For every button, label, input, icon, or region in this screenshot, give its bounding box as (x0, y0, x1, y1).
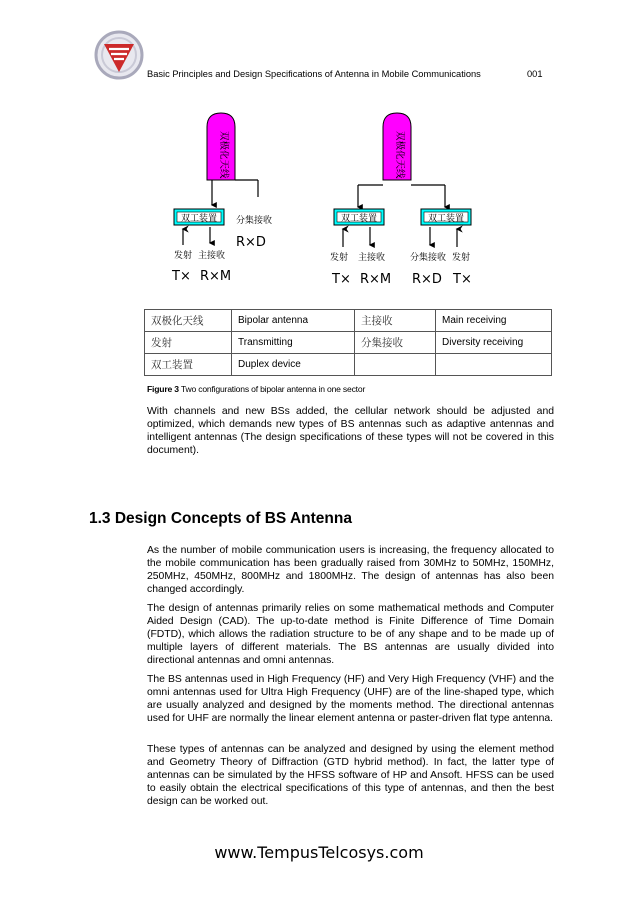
right-diversity-zh: 分集接收 (410, 253, 447, 263)
body-paragraph: The BS antennas used in High Frequency (HF) and Very High Frequency (VHF) and the omni antennas used for Ultra High Frequency (UHF) are of the line-shaped type, which are usually analyzed and designed by the moments method. The directional antennas used for UHF are normally the linear element antenna or paster-driven flat type antenna. (147, 674, 554, 724)
page-number: 001 (527, 69, 543, 79)
left-rxd-label: R×D (236, 235, 266, 250)
right-tx-zh: 发射 (330, 253, 349, 263)
left-duplex-label: 双工装置 (180, 214, 218, 224)
table-cell (355, 354, 436, 376)
left-tx-label: T× (172, 269, 191, 284)
section-heading: 1.3 Design Concepts of BS Antenna (89, 510, 352, 527)
table-cell: Main receiving (436, 310, 552, 332)
right-rxd-label: R×D (412, 272, 442, 287)
right-rx-zh: 主接收 (358, 253, 386, 263)
figure-caption (147, 384, 365, 394)
table-cell: Transmitting (232, 332, 355, 354)
right-antenna-label: 双极化天线 (394, 131, 405, 179)
right-rxm-label: R×M (360, 272, 392, 287)
right-tx2-zh: 发射 (452, 253, 471, 263)
left-tx-zh: 发射 (174, 251, 193, 261)
header-title: Basic Principles and Design Specifications of Antenna in Mobile Communications (147, 69, 481, 79)
right-tx-label: T× (332, 272, 351, 287)
left-diversity-label: 分集接收 (236, 216, 273, 226)
body-paragraph: The design of antennas primarily relies on some mathematical methods and Computer Aided Design (CAD). The up-to-date method is Finite Difference of Time Domain (FDTD), which allows the radiation structure to be of any shape and to be made up of multiple layers of different materials. The BS antennas are usually divided into directional antennas and omni antennas. (147, 603, 554, 666)
antenna-configuration-diagram (160, 105, 500, 295)
left-rx-zh: 主接收 (198, 251, 226, 261)
left-rxm-label: R×M (200, 269, 232, 284)
table-row (145, 354, 552, 376)
table-cell: Bipolar antenna (232, 310, 355, 332)
table-cell: 主接收 (355, 310, 436, 332)
body-paragraph: As the number of mobile communication users is increasing, the frequency allocated to the mobile communication has been gradually raised from 30MHz to 50MHz, 150MHz, 250MHz, 450MHz, 800MHz and 1800MHz. The design of antennas has also been changed accordingly. (147, 545, 554, 595)
right-duplex-label-a: 双工装置 (340, 214, 378, 224)
figure-number: Figure 3 (147, 384, 179, 394)
table-cell: Duplex device (232, 354, 355, 376)
company-logo (94, 30, 144, 80)
right-duplex-label-b: 双工装置 (427, 214, 465, 224)
table-row (145, 332, 552, 354)
table-cell (436, 354, 552, 376)
table-cell: 分集接收 (355, 332, 436, 354)
footer-url[interactable]: www.TempusTelcosys.com (214, 843, 424, 862)
figure-caption-text: Two configurations of bipolar antenna in one sector (180, 384, 366, 394)
table-row (145, 310, 552, 332)
body-paragraph: These types of antennas can be analyzed and designed by using the element method and Geometry Theory of Diffraction (GTD hybrid method). In fact, the latter type of antennas can be simulated by the HFSS software of HP and Ansoft. HFSS can be used to easily obtain the electrical specifications of this type of antennas, and then the best design can be worked out. (147, 744, 554, 807)
left-antenna-label: 双极化天线 (218, 131, 229, 179)
table-cell: 双极化天线 (145, 310, 232, 332)
intro-paragraph: With channels and new BSs added, the cellular network should be adjusted and optimized, which demands new types of BS antennas such as adaptive antennas and intelligent antennas (The design specifications of these types will not be covered in this document). (147, 406, 554, 456)
right-tx2-label: T× (453, 272, 472, 287)
table-cell: 双工装置 (145, 354, 232, 376)
left-configuration (171, 113, 272, 284)
table-cell: Diversity receiving (436, 332, 552, 354)
legend-table (144, 309, 552, 376)
table-cell: 发射 (145, 332, 232, 354)
right-configuration (330, 113, 472, 287)
